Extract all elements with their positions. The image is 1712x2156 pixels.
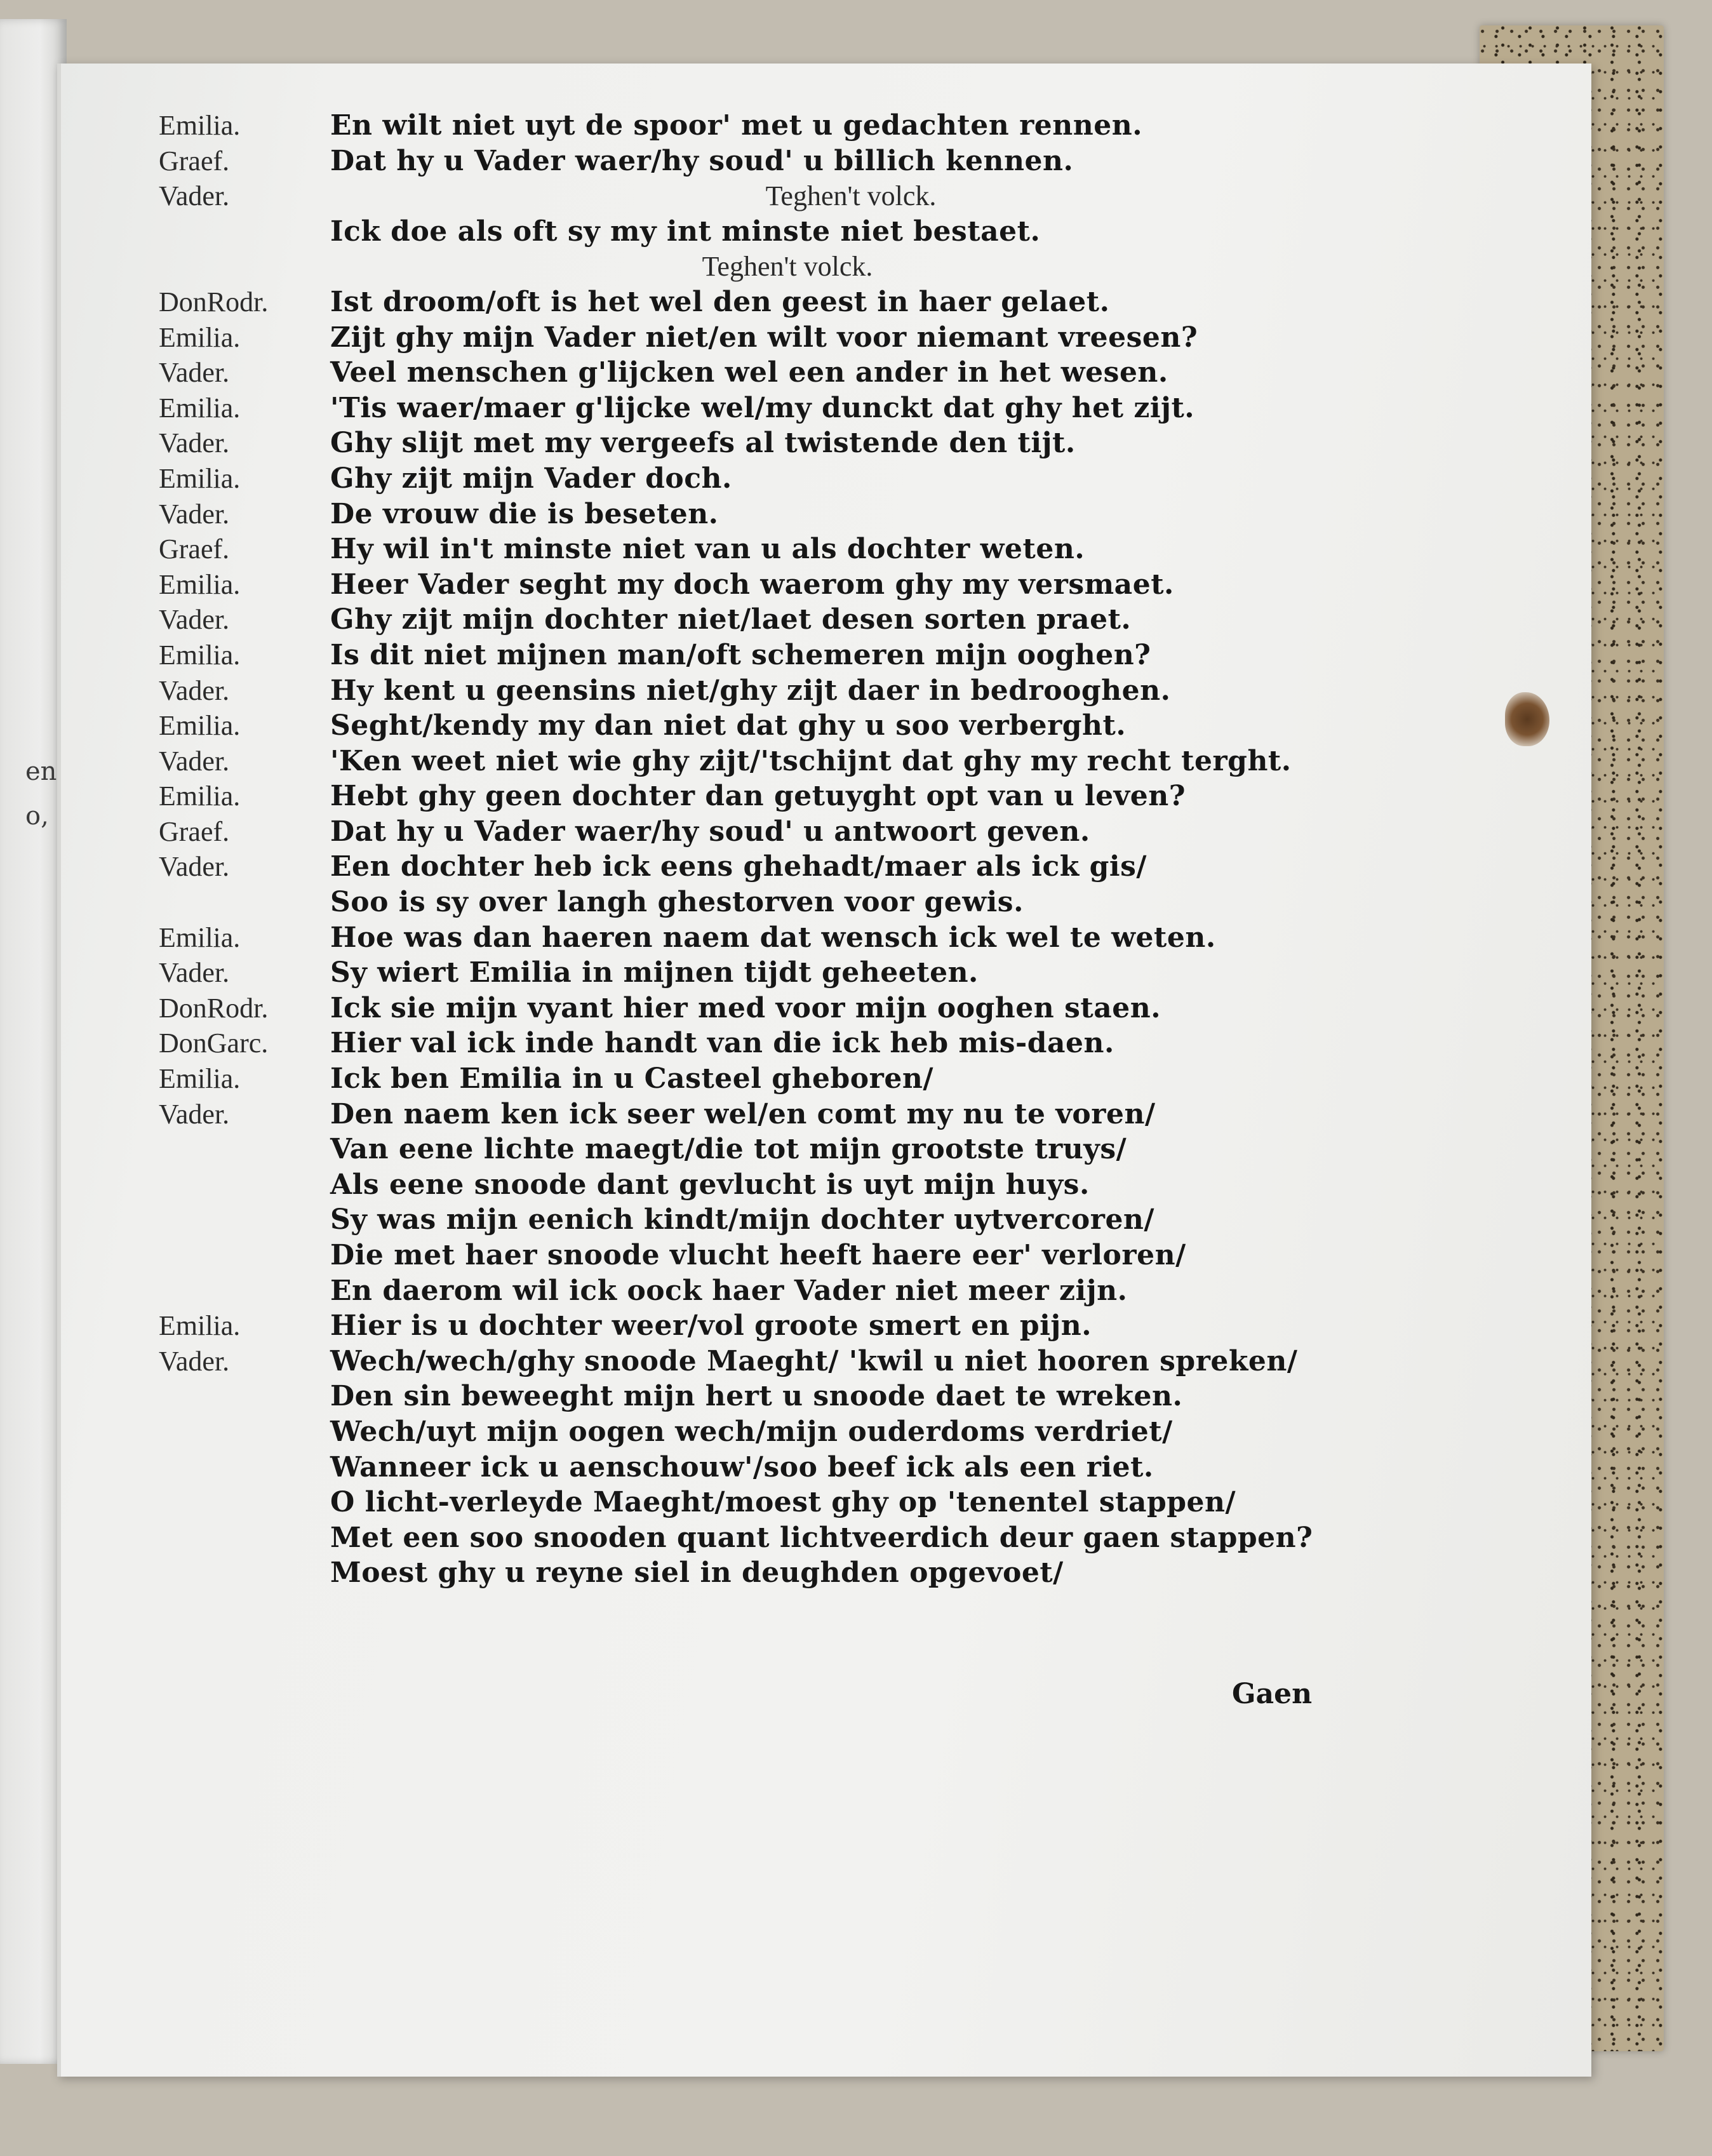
speaker-name: Graef. [159,815,230,847]
speaker-name: Vader. [159,674,230,706]
verse-text: Ick doe als oft sy my int minste niet bestaet. [330,215,1041,248]
verse-text: Dat hy u Vader waer/hy soud' u antwoort geven. [330,815,1090,848]
speaker-name: Vader. [159,851,230,883]
verse-text: Den sin beweeght mijn hert u snoode daet te wreken. [330,1380,1183,1413]
verse-text: Heer Vader seght my doch waerom ghy my versmaet. [330,568,1174,601]
dialogue-line [159,673,1397,709]
dialogue-line [159,638,1397,673]
verse-text: Van eene lichte maegt/die tot mijn grootste truys/ [330,1133,1127,1166]
dialogue-line [159,567,1397,603]
dialogue-line [159,708,1397,744]
speaker-name: Emilia. [159,710,241,742]
dialogue-line [159,991,1397,1026]
left-fragment: en [25,757,57,786]
speaker-name: Emilia. [159,321,241,353]
speaker-name: Emilia. [159,921,241,953]
verse-text: Den naem ken ick seer wel/en comt my nu te voren/ [330,1097,1156,1130]
dialogue-line [159,1273,1397,1309]
speaker-name: Graef. [159,533,230,565]
verse-text: Hoe was dan haeren naem dat wensch ick wel te weten. [330,921,1216,954]
dialogue-line [159,1414,1397,1450]
verse-text: Die met haer snoode vlucht heeft haere eer' verloren/ [330,1239,1186,1271]
dialogue-line [159,885,1397,920]
dialogue-line [159,814,1397,850]
verse-text: De vrouw die is beseten. [330,497,719,530]
dialogue-line [159,285,1397,320]
verse-text: Ick ben Emilia in u Casteel gheboren/ [330,1062,933,1095]
dialogue-line [159,1344,1397,1379]
dialogue-line [159,1379,1397,1414]
speaker-name: Vader. [159,1098,230,1130]
stage-direction: Teghen't volck. [765,180,937,212]
dialogue-line [159,744,1397,779]
dialogue-line [159,1450,1397,1485]
verse-text: Ick sie mijn vyant hier med voor mijn ooghen staen. [330,991,1161,1024]
verse-text: Moest ghy u reyne siel in deughden opgevoet/ [330,1557,1064,1590]
left-page-text-fragments [25,749,57,838]
speaker-name: Vader. [159,357,230,389]
verse-text: Wech/wech/ghy snoode Maeght/ 'kwil u niet hooren spreken/ [330,1344,1298,1377]
verse-text: Soo is sy over langh ghestorven voor gewis. [330,886,1024,919]
verse-text: En wilt niet uyt de spoor' met u gedachten rennen. [330,109,1143,142]
verse-text: Een dochter heb ick eens ghehadt/maer als ick gis/ [330,850,1147,883]
dialogue-line [159,532,1397,567]
ink-stain [1505,692,1549,746]
dialogue-line [159,144,1397,179]
verse-text: En daerom wil ick oock haer Vader niet meer zijn. [330,1274,1128,1307]
speaker-name: Emilia. [159,568,241,600]
stage-direction: Teghen't volck. [702,251,873,283]
verse-text: Ghy zijt mijn Vader doch. [330,462,732,495]
speaker-name: Graef. [159,145,230,177]
dialogue-line [159,355,1397,391]
speaker-name: Emilia. [159,462,241,494]
verse-text: Sy was mijn eenich kindt/mijn dochter uytvercoren/ [330,1203,1154,1236]
speaker-name: Vader. [159,745,230,777]
speaker-name: Emilia. [159,1063,241,1095]
speaker-name: Vader. [159,498,230,530]
dialogue-line [159,320,1397,356]
verse-text: Seght/kendy my dan niet dat ghy u soo verberght. [330,709,1127,742]
verse-text: O licht-verleyde Maeght/moest ghy op 'tenentel stappen/ [330,1486,1236,1519]
dialogue-line [159,955,1397,991]
speaker-name: DonRodr. [159,992,269,1024]
dialogue-line [159,425,1397,461]
dialogue-line [159,178,1397,214]
verse-text: Ghy zijt mijn dochter niet/laet desen sorten praet. [330,603,1132,636]
dialogue-line [159,497,1397,532]
dialogue-line [159,1202,1397,1238]
speaker-name: Vader. [159,957,230,989]
verse-text: Hier is u dochter weer/vol groote smert en pijn. [330,1309,1092,1342]
speaker-name: Emilia. [159,780,241,812]
dialogue-line [159,108,1397,144]
speaker-name: Vader. [159,427,230,459]
speaker-name: Emilia. [159,110,241,141]
catchword: Gaen [1232,1678,1313,1710]
verse-text: Hebt ghy geen dochter dan getuyght opt van u leven? [330,780,1186,813]
speaker-name: DonRodr. [159,286,269,318]
dialogue-line [159,214,1397,250]
verse-text: Hy kent u geensins niet/ghy zijt daer in bedrooghen. [330,674,1171,707]
dialogue-line [159,920,1397,956]
dialogue-line [159,1485,1397,1520]
speaker-name: Emilia. [159,1310,241,1342]
dialogue-line [159,461,1397,497]
dialogue-line [159,1061,1397,1097]
verse-text: 'Ken weet niet wie ghy zijt/'tschijnt dat ghy my recht terght. [330,744,1292,777]
play-dialogue [159,108,1397,1591]
dialogue-line [159,602,1397,638]
dialogue-line [159,1026,1397,1061]
verse-text: Met een soo snooden quant lichtveerdich deur gaen stappen? [330,1521,1313,1554]
left-fragment: o, [25,801,49,831]
verse-text: Hy wil in't minste niet van u als dochter weten. [330,533,1085,566]
dialogue-line [159,849,1397,885]
speaker-name: Emilia. [159,639,241,671]
dialogue-line [159,1555,1397,1591]
dialogue-line [159,1097,1397,1132]
speaker-name: Vader. [159,180,230,212]
verse-text: 'Tis waer/maer g'lijcke wel/my dunckt dat ghy het zijt. [330,391,1195,424]
verse-text: Dat hy u Vader waer/hy soud' u billich kennen. [330,144,1074,177]
verse-text: Zijt ghy mijn Vader niet/en wilt voor niemant vreesen? [330,321,1198,354]
dialogue-line [159,779,1397,814]
dialogue-line [159,1520,1397,1556]
dialogue-line [159,1167,1397,1203]
dialogue-line [159,391,1397,426]
verse-text: Ghy slijt met my vergeefs al twistende den tijt. [330,427,1076,460]
verse-text: Wech/uyt mijn oogen wech/mijn ouderdoms verdriet/ [330,1415,1173,1448]
verse-text: Ist droom/oft is het wel den geest in haer gelaet. [330,285,1110,318]
verse-text: Sy wiert Emilia in mijnen tijdt geheeten. [330,956,979,989]
dialogue-line [159,1238,1397,1273]
dialogue-line [159,1308,1397,1344]
speaker-name: Vader. [159,604,230,636]
speaker-name: Vader. [159,1345,230,1377]
speaker-name: DonGarc. [159,1028,269,1059]
verse-text: Wanneer ick u aenschouw'/soo beef ick als een riet. [330,1450,1154,1483]
dialogue-line [159,1132,1397,1167]
verse-text: Hier val ick inde handt van die ick heb mis-daen. [330,1027,1114,1060]
dialogue-line [159,249,1397,285]
speaker-name: Emilia. [159,392,241,424]
verse-text: Is dit niet mijnen man/oft schemeren mijn ooghen? [330,638,1151,671]
verse-text: Veel menschen g'lijcken wel een ander in het wesen. [330,356,1168,389]
verse-text: Als eene snoode dant gevlucht is uyt mijn huys. [330,1168,1090,1201]
